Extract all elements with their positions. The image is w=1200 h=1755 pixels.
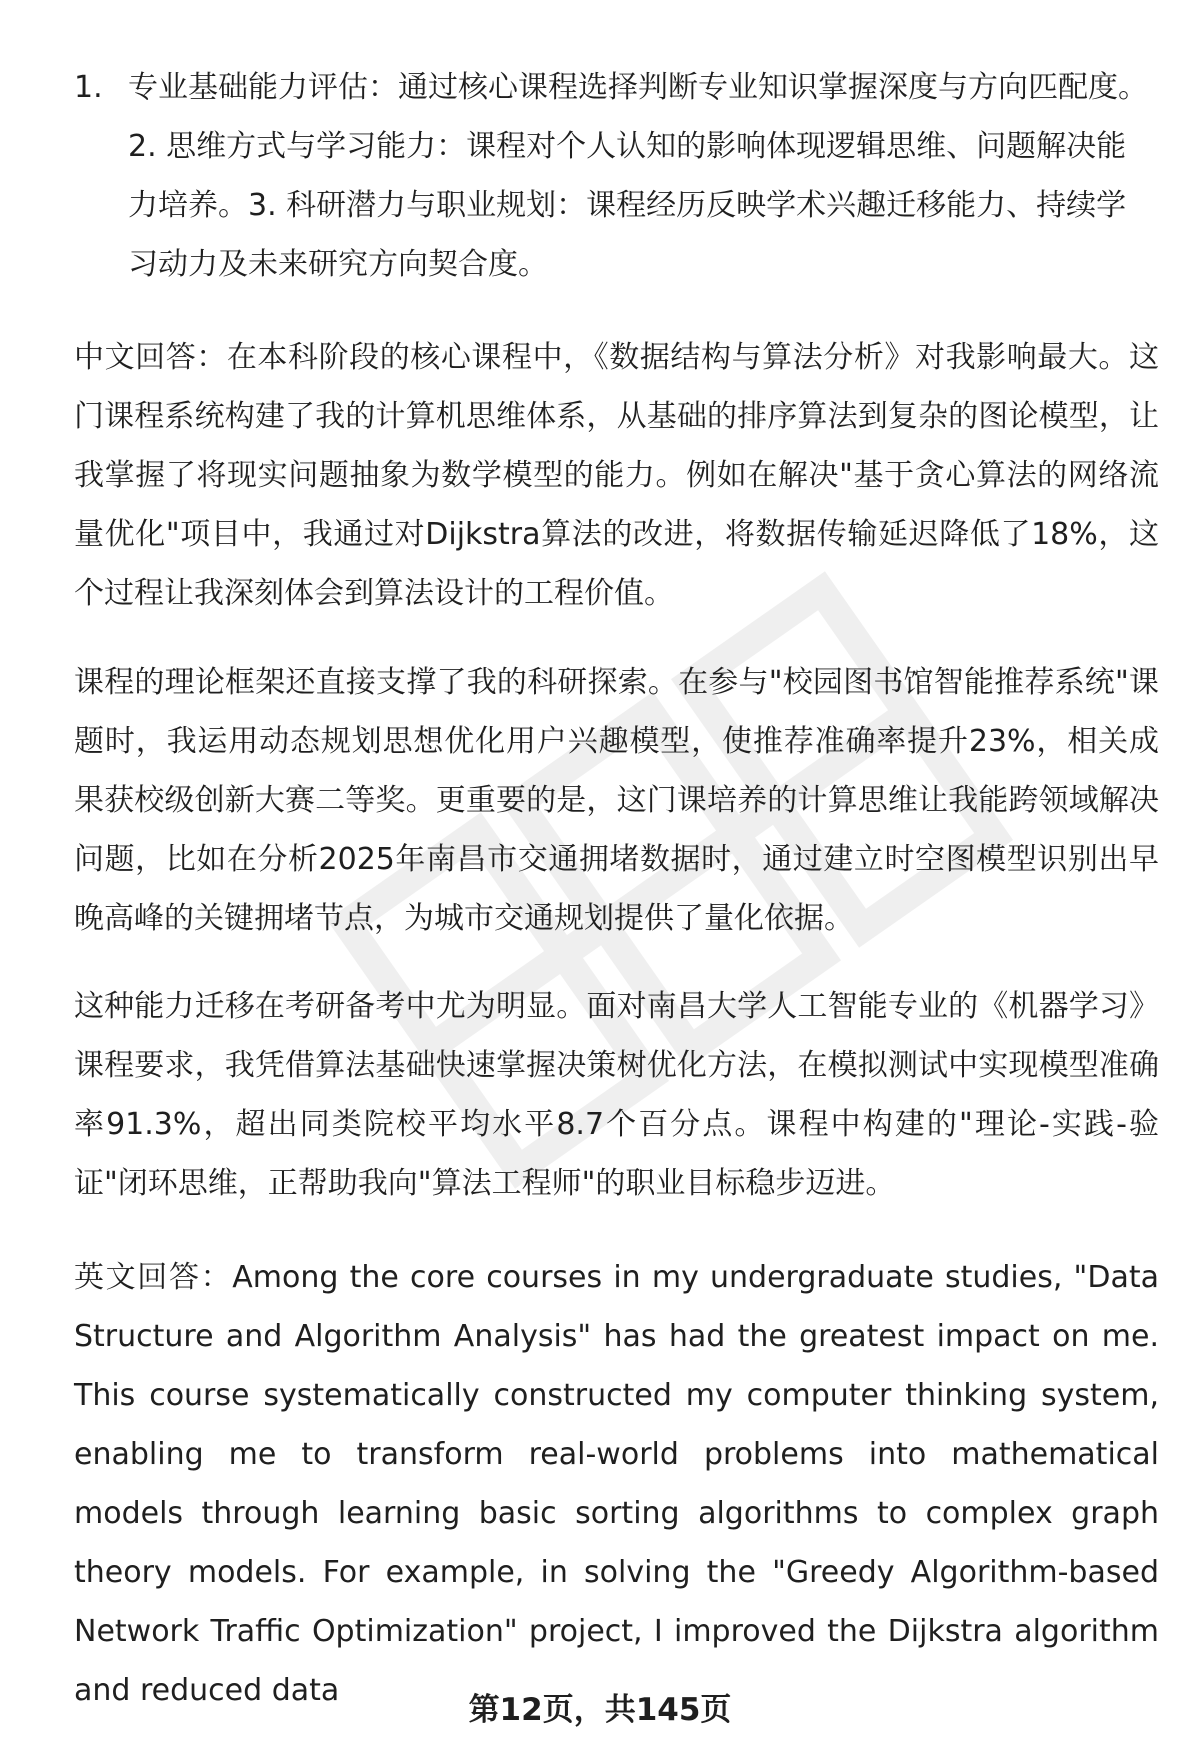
exam-prep-paragraph: 这种能力迁移在考研备考中尤为明显。面对南昌大学人工智能专业的《机器学习》课程要求，我凭借算法基础快速掌握决策树优化方法，在模拟测试中实现模型准确率91.3%，超出同类院校平均水平8.7个百分点。课程中构建的"理论-实践-验证"闭环思维，正帮助我向"算法工程师"的职业目标稳步迈进。 [74, 989, 1159, 1201]
list-item-text: 专业基础能力评估：通过核心课程选择判断专业知识掌握深度与方向匹配度。 2. 思维方式与学习能力：课程对个人认知的影响体现逻辑思维、问题解决能力培养。3. 科研潜力与职业规划：课程经历反映学术兴趣迁移能力、持续学习动力及未来研究方向契合度。 [128, 70, 1148, 282]
chinese-answer-paragraph: 中文回答：在本科阶段的核心课程中，《数据结构与算法分析》对我影响最大。这门课程系统构建了我的计算机思维体系，从基础的排序算法到复杂的图论模型，让我掌握了将现实问题抽象为数学模型的能力。例如在解决"基于贪心算法的网络流量优化"项目中，我通过对Dijkstra算法的改进，将数据传输延迟降低了18%，这个过程让我深刻体会到算法设计的工程价值。 [74, 340, 1159, 611]
page-footer: 第12页，共145页 [468, 1692, 732, 1728]
list-number: 1. [74, 70, 103, 105]
research-paragraph: 课程的理论框架还直接支撑了我的科研探索。在参与"校园图书馆智能推荐系统"课题时，我运用动态规划思想优化用户兴趣模型，使推荐准确率提升23%，相关成果获校级创新大赛二等奖。更重要的是，这门课培养的计算思维让我能跨领域解决问题，比如在分析2025年南昌市交通拥堵数据时，通过建立时空图模型识别出早晚高峰的关键拥堵节点，为城市交通规划提供了量化依据。 [74, 665, 1159, 936]
evaluation-points-list [74, 58, 1154, 294]
english-answer-paragraph: 英文回答：Among the core courses in my undergraduate studies, "Data Structure and Algorithm Analysis" has had the greatest impact on me. This course systematically constructed my computer thinking system, enabling me to transform real-world problems into mathematical models through learning basic sorting algorithms to complex graph theory models. For example, in solving the "Greedy Algorithm-based Network Traffic Optimization" project, I improved the Dijkstra algorithm and reduced data [74, 1260, 1159, 1708]
